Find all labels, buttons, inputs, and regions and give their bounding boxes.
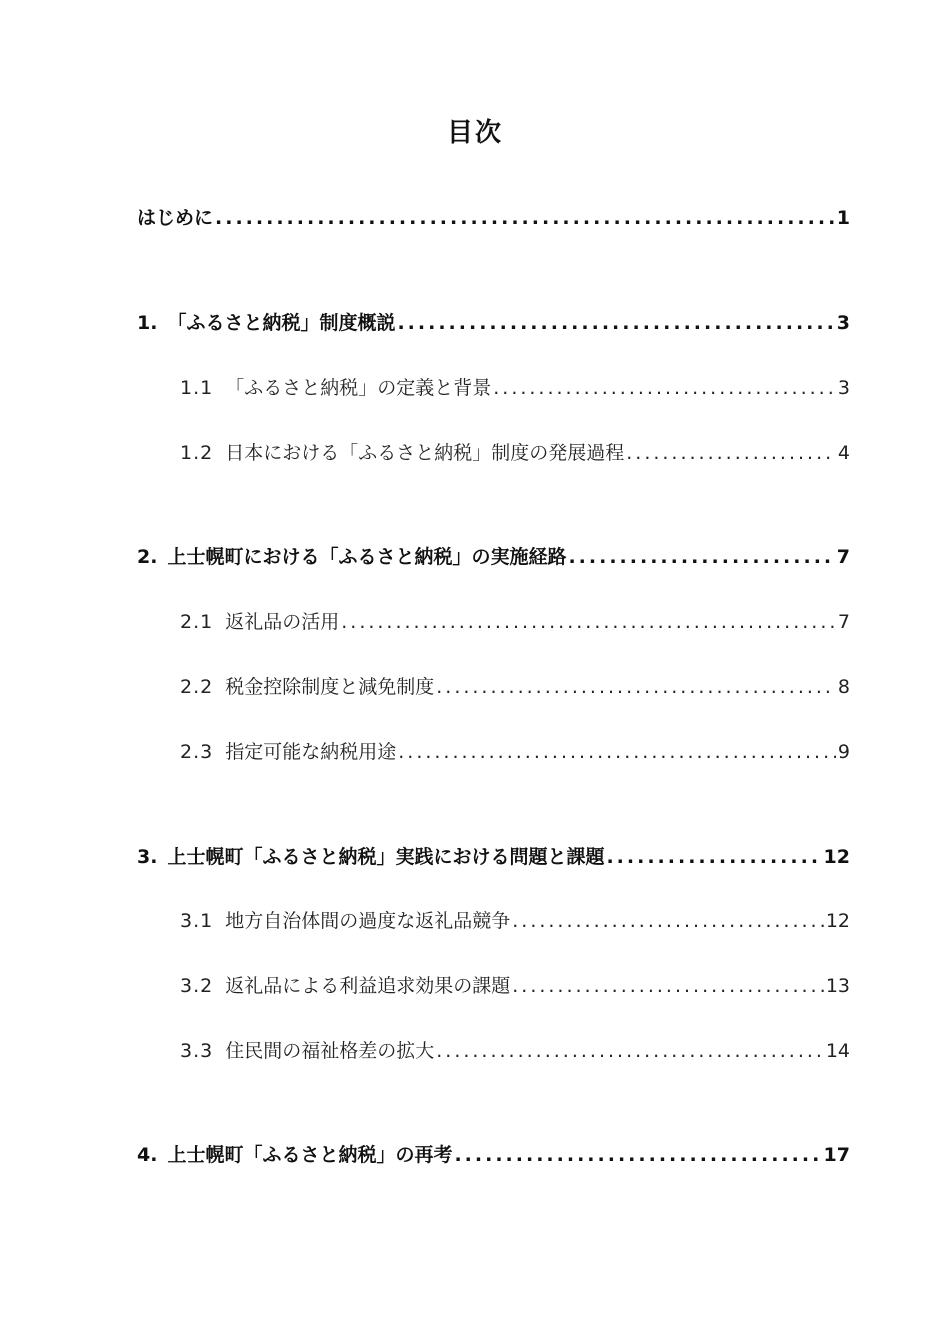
toc-dot-leader [512,975,824,997]
toc-page-number: 9 [837,741,850,763]
toc-entry-section-2-2[interactable] [180,672,850,699]
toc-entry-section-3-2[interactable] [180,971,850,998]
toc-entry-text: はじめに [137,207,214,229]
toc-entry-number: 1.1 [180,377,214,399]
toc-entry-text: 上士幌町「ふるさと納税」実践における問題と課題 [167,846,605,868]
toc-entry-section-1-2[interactable] [180,438,850,465]
toc-page-number: 12 [823,846,850,868]
toc-dot-leader [397,312,834,334]
toc-entry-section-3-3[interactable] [180,1036,850,1063]
toc-dot-leader [436,676,836,698]
toc-page-number: 17 [823,1144,850,1166]
toc-entry-text: 上士幌町における「ふるさと納税」の実施経路 [167,546,567,568]
toc-page-number: 14 [825,1040,850,1062]
toc-entry-text: 住民間の福祉格差の拡大 [225,1040,435,1062]
toc-dot-leader [398,741,836,763]
toc-dot-leader [606,846,821,868]
toc-page-number: 7 [837,611,850,633]
toc-entry-number: 2.2 [180,676,214,698]
toc-page-number: 1 [836,207,850,229]
toc-entry-number: 4. [137,1144,158,1166]
toc-dot-leader [568,546,834,568]
toc-entry-text: 「ふるさと納税」制度概説 [167,312,396,334]
toc-page-number: 12 [825,910,850,932]
toc-entry-chapter-1[interactable] [137,308,850,335]
toc-page-number: 7 [836,546,850,568]
toc-entry-number: 3.1 [180,910,214,932]
toc-entry-number: 2.3 [180,741,214,763]
toc-entry-text: 「ふるさと納税」の定義と背景 [225,377,492,399]
toc-entry-number: 1.2 [180,442,214,464]
page-title: 目次 [446,118,503,148]
toc-entry-number: 3. [137,846,158,868]
toc-entry-section-2-1[interactable] [180,607,850,634]
toc-entry-text: 上士幌町「ふるさと納税」の再考 [167,1144,453,1166]
toc-entry-number: 3.2 [180,975,214,997]
toc-entry-text: 税金控除制度と減免制度 [225,676,435,698]
toc-entry-number: 1. [137,312,158,334]
toc-entry-text: 返礼品の活用 [225,611,340,633]
toc-dot-leader [454,1144,821,1166]
toc-page-number: 8 [837,676,850,698]
toc-dot-leader [626,442,836,464]
toc-dot-leader [512,910,824,932]
toc-entry-number: 3.3 [180,1040,214,1062]
toc-entry-section-1-1[interactable] [180,373,850,400]
toc-dot-leader [215,207,835,229]
toc-entry-text: 地方自治体間の過度な返礼品競争 [225,910,511,932]
toc-entry-text: 指定可能な納税用途 [225,741,397,763]
toc-page-number: 4 [837,442,850,464]
toc-dot-leader [436,1040,824,1062]
toc-entry-text: 返礼品による利益追求効果の課題 [225,975,511,997]
toc-entry-number: 2. [137,546,158,568]
toc-page-number: 3 [836,312,850,334]
toc-entry-text: 日本における「ふるさと納税」制度の発展過程 [225,442,625,464]
toc-dot-leader [493,377,836,399]
toc-entry-number: 2.1 [180,611,214,633]
toc-page-number: 3 [837,377,850,399]
toc-entry-chapter-2[interactable] [137,542,850,569]
toc-dot-leader [341,611,836,633]
toc-entry-chapter-3[interactable] [137,842,850,869]
toc-entry-chapter-4[interactable] [137,1140,850,1167]
toc-entry-section-2-3[interactable] [180,737,850,764]
toc-entry-section-3-1[interactable] [180,906,850,933]
toc-page-number: 13 [825,975,850,997]
toc-entry-introduction[interactable] [137,203,850,230]
